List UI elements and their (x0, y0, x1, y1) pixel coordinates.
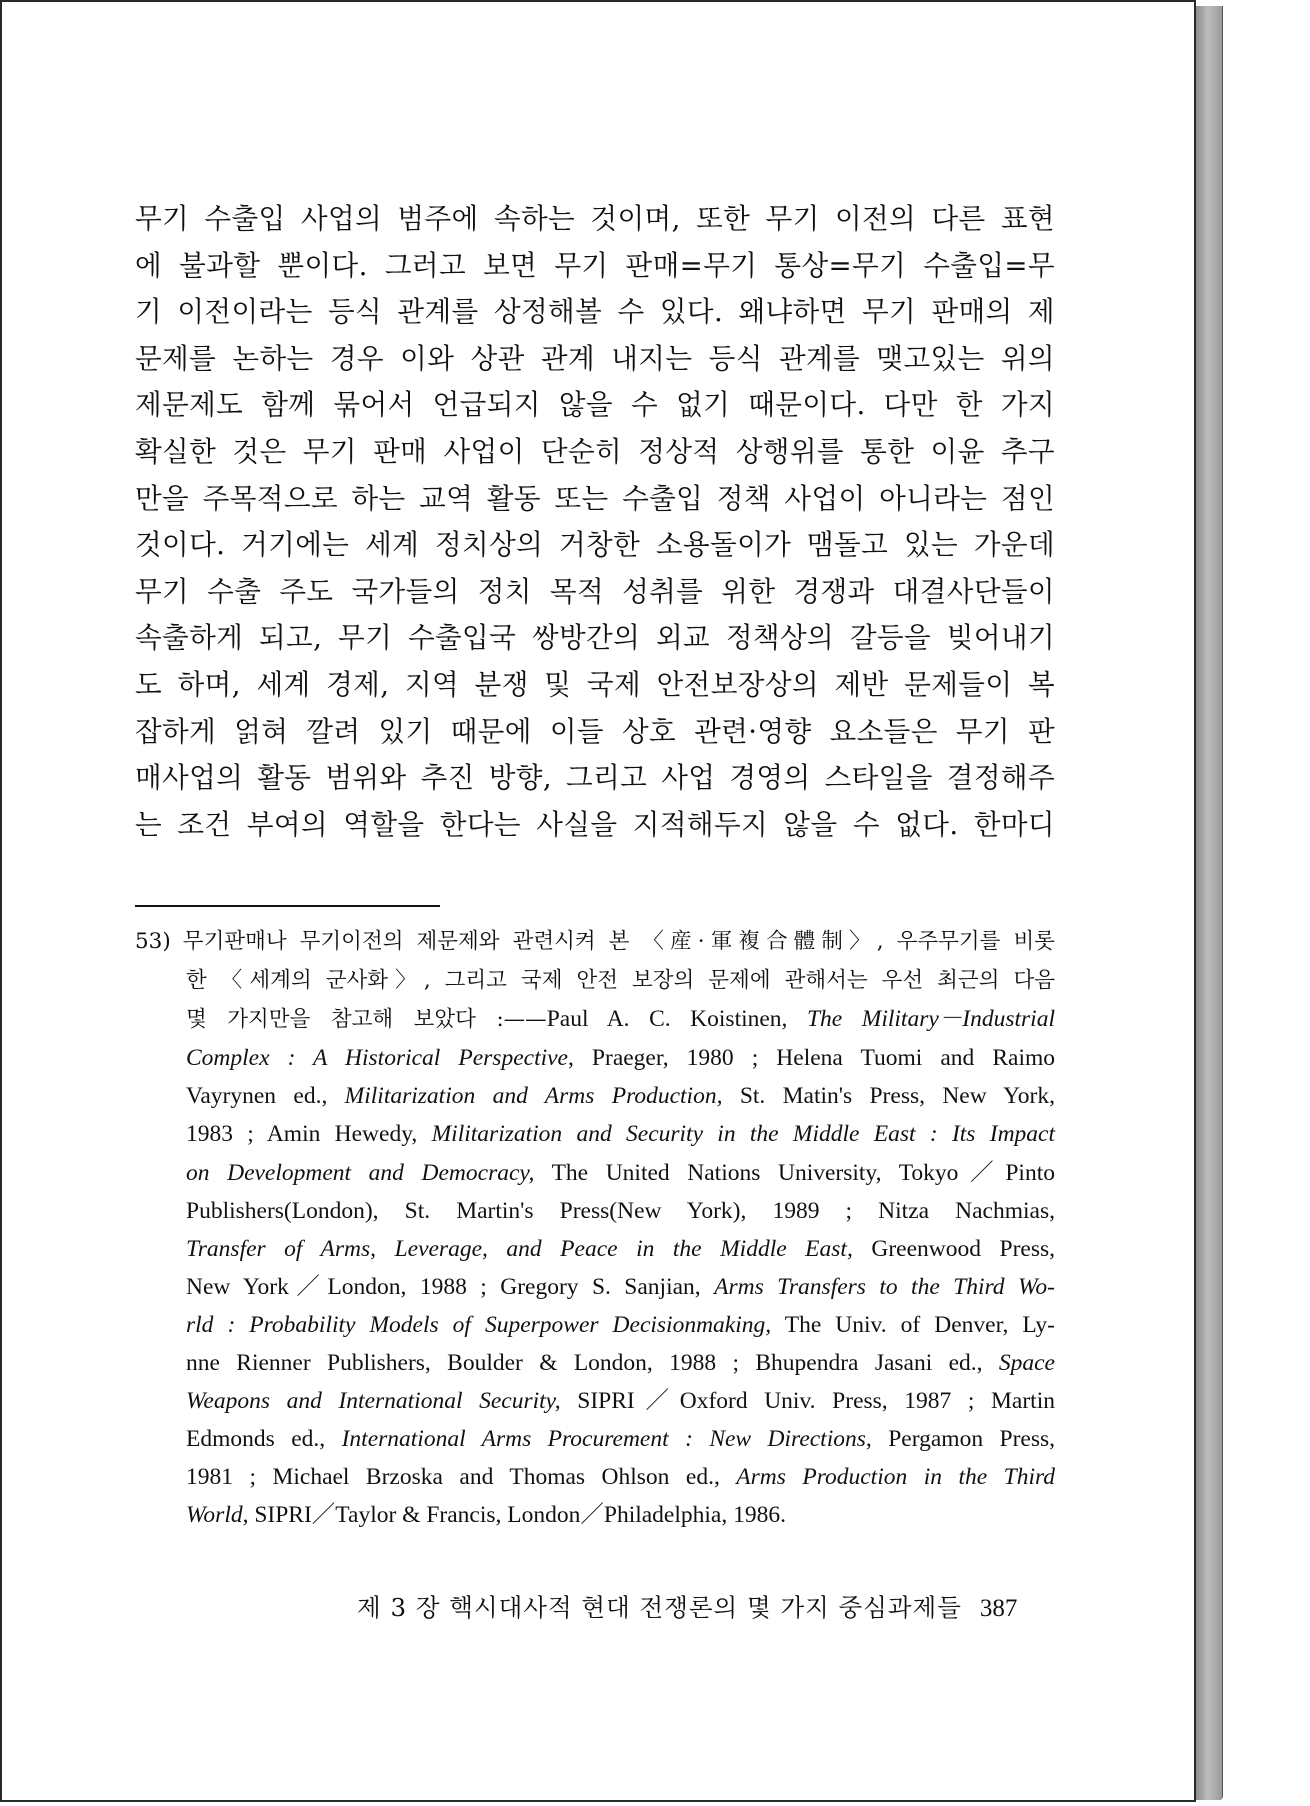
footnote-line: 몇 가지만을 참고해 보았다 :——Paul A. C. Koistinen, The Military－Industrial (186, 1006, 1055, 1033)
running-footer (357, 1589, 1027, 1624)
body-line: 무기 수출 주도 국가들의 정치 목적 성취를 위한 경쟁과 대결사단들이 (135, 574, 1055, 608)
body-line: 기 이전이라는 등식 관계를 상정해볼 수 있다. 왜냐하면 무기 판매의 제 (135, 295, 1055, 329)
footnote-divider (135, 905, 440, 907)
footnote-line: 한 〈세계의 군사화〉, 그리고 국제 안전 보장의 문제에 관해서는 우선 최근의 다음 (186, 968, 1055, 994)
body-line: 는 조건 부여의 역할을 한다는 사실을 지적해두지 않을 수 없다. 한마디 (135, 807, 1055, 841)
footnote-line: nne Rienner Publishers, Boulder & London, 1988 ; Bhupendra Jasani ed., Space (186, 1350, 1055, 1377)
body-line: 만을 주목적으로 하는 교역 활동 또는 수출입 정책 사업이 아니라는 점인 (135, 481, 1055, 515)
footnote-line: rld : Probability Models of Superpower Decisionmaking, The Univ. of Denver, Ly- (186, 1311, 1055, 1338)
footnote-line: Transfer of Arms, Leverage, and Peace in the Middle East, Greenwood Press, (186, 1235, 1055, 1262)
footnote-line: on Development and Democracy, The United Nations University, Tokyo／Pinto (186, 1159, 1055, 1186)
body-line: 도 하며, 세계 경제, 지역 분쟁 및 국제 안전보장상의 제반 문제들이 복 (135, 667, 1055, 701)
body-line: 속출하게 되고, 무기 수출입국 쌍방간의 외교 정책상의 갈등을 빚어내기 (135, 621, 1055, 655)
footnote-53 (135, 922, 1055, 1535)
footnote-line: Publishers(London), St. Martin's Press(New York), 1989 ; Nitza Nachmias, (186, 1197, 1055, 1224)
page-stack-edge (1196, 6, 1223, 1800)
footnote-line: 53) 무기판매나 무기이전의 제문제와 관련시켜 본 〈産·軍複合體制〉, 우주무기를 비롯 (135, 929, 1055, 954)
body-text (135, 196, 1055, 848)
body-line: 잡하게 얽혀 깔려 있기 때문에 이들 상호 관련·영향 요소들은 무기 판 (135, 714, 1055, 748)
body-line: 제문제도 함께 묶어서 언급되지 않을 수 없기 때문이다. 다만 한 가지 (135, 388, 1055, 422)
footnote-line: Vayrynen ed., Militarization and Arms Production, St. Matin's Press, New York, (186, 1083, 1055, 1110)
page-number: 387 (979, 1595, 1018, 1622)
footnote-line: New York／London, 1988 ; Gregory S. Sanjian, Arms Transfers to the Third Wo- (186, 1273, 1055, 1300)
footnote-line: World, SIPRI／Taylor & Francis, London／Philadelphia, 1986. (186, 1502, 786, 1529)
body-line: 무기 수출입 사업의 범주에 속하는 것이며, 또한 무기 이전의 다른 표현 (135, 202, 1055, 235)
body-line: 에 불과할 뿐이다. 그러고 보면 무기 판매=무기 통상=무기 수출입=무 (135, 248, 1055, 282)
body-line: 확실한 것은 무기 판매 사업이 단순히 정상적 상행위를 통한 이윤 추구 (135, 434, 1055, 468)
footnote-line: Complex : A Historical Perspective, Praeger, 1980 ; Helena Tuomi and Raimo (186, 1045, 1056, 1072)
body-line: 매사업의 활동 범위와 추진 방향, 그리고 사업 경영의 스타일을 결정해주 (135, 761, 1055, 795)
body-line: 문제를 논하는 경우 이와 상관 관계 내지는 등식 관계를 맺고있는 위의 (135, 341, 1055, 375)
footnote-line: 1981 ; Michael Brzoska and Thomas Ohlson ed., Arms Production in the Third (186, 1464, 1055, 1491)
body-line: 것이다. 거기에는 세계 정치상의 거창한 소용돌이가 맴돌고 있는 가운데 (135, 528, 1055, 562)
footnote-line: Edmonds ed., International Arms Procurement : New Directions, Pergamon Press, (186, 1426, 1055, 1453)
chapter-title: 제 3 장 핵시대사적 현대 전쟁론의 몇 가지 중심과제들 (357, 1593, 962, 1622)
footnote-line: Weapons and International Security, SIPRI／Oxford Univ. Press, 1987 ; Martin (186, 1388, 1055, 1415)
footnote-marker: 53) (135, 929, 171, 954)
footnote-line: 1983 ; Amin Hewedy, Militarization and Security in the Middle East : Its Impact (186, 1121, 1055, 1148)
